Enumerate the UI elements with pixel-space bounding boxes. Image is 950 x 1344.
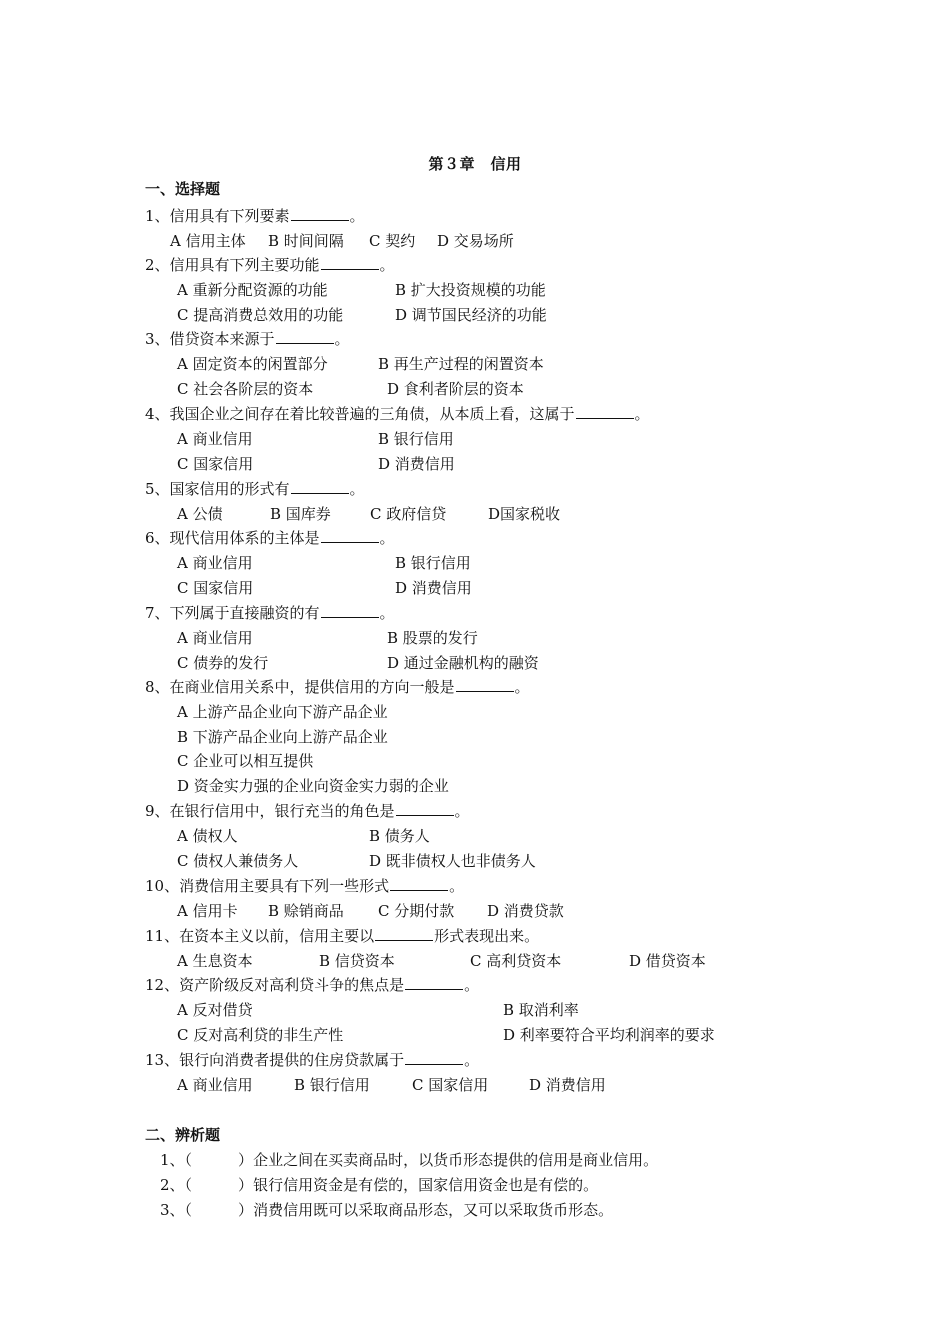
answer-option: A 商业信用 [177,628,253,647]
judgment-paren-close: ） [238,1151,254,1169]
answer-option: D 消费信用 [395,578,472,597]
answer-option: B 银行信用 [395,553,471,572]
answer-option: C 分期付款 [378,901,455,920]
answer-option: D 消费信用 [378,454,455,473]
answer-blank [291,219,349,221]
question-text: 1、信用具有下列要素 [145,207,290,225]
answer-option: C 债券的发行 [177,653,269,672]
question-text: 9、在银行信用中，银行充当的角色是 [145,802,395,820]
question-text-suffix: 。 [464,1051,480,1069]
question-stem [145,327,350,351]
answer-option: A 信用卡 [177,901,238,920]
question-text-suffix: 。 [454,802,470,820]
question-text-suffix: 形式表现出来。 [434,927,540,945]
question-text: 12、资产阶级反对高利贷斗争的焦点是 [145,976,405,994]
question-text-suffix: 。 [379,529,395,547]
answer-option: D 调节国民经济的功能 [395,305,547,324]
question-text-suffix: 。 [449,877,465,895]
question-text-suffix: 。 [334,330,350,348]
answer-option: C 国家信用 [177,578,254,597]
answer-option: C 提高消费总效用的功能 [177,305,344,324]
answer-option: D 利率要符合平均利润率的要求 [503,1025,715,1044]
answer-option: B 信贷资本 [319,951,395,970]
question-text-suffix: 。 [514,678,530,696]
answer-option: A 上游产品企业向下游产品企业 [177,702,388,721]
question-text: 2、信用具有下列主要功能 [145,256,320,274]
answer-option: C 国家信用 [177,454,254,473]
judgment-item [160,1173,598,1197]
answer-option: D 消费信用 [529,1075,606,1094]
answer-option: A 反对借贷 [177,1000,253,1019]
question-text: 3、借贷资本来源于 [145,330,275,348]
judgment-number: 3、（ [160,1200,193,1219]
answer-option: B 债务人 [369,826,430,845]
answer-option: B 股票的发行 [387,628,478,647]
answer-option: C 高利贷资本 [470,951,562,970]
answer-option: A 固定资本的闲置部分 [177,354,328,373]
question-stem [145,1048,479,1072]
question-text: 6、现代信用体系的主体是 [145,529,320,547]
question-stem [145,601,395,625]
answer-blank [321,541,379,543]
section-heading-judgment: 二、辨析题 [145,1126,221,1144]
question-stem [145,924,539,948]
judgment-text: 企业之间在买卖商品时，以货币形态提供的信用是商业信用。 [253,1151,659,1169]
answer-option: A 重新分配资源的功能 [177,280,328,299]
answer-option: D 资金实力强的企业向资金实力弱的企业 [177,777,449,796]
judgment-number: 2、（ [160,1175,193,1194]
answer-option: C 契约 [369,231,416,250]
answer-option: A 债权人 [177,826,238,845]
answer-option: C 企业可以相互提供 [177,752,314,771]
chapter-title: 第３章 信用 [428,155,522,173]
question-stem [145,675,530,699]
question-stem [145,526,395,550]
question-stem [145,477,365,501]
answer-option: A 商业信用 [177,429,253,448]
question-text: 10、消费信用主要具有下列一些形式 [145,877,390,895]
question-text-suffix: 。 [464,976,480,994]
question-stem [145,253,395,277]
judgment-item [160,1148,658,1172]
answer-option: D 食利者阶层的资本 [387,379,524,398]
question-text: 8、在商业信用关系中，提供信用的方向一般是 [145,678,455,696]
answer-blank [291,492,349,494]
answer-blank [405,1063,463,1065]
answer-option: A 商业信用 [177,1075,253,1094]
answer-option: B 扩大投资规模的功能 [395,280,546,299]
answer-option: B 银行信用 [378,429,454,448]
answer-option: D国家税收 [488,504,561,523]
judgment-text: 银行信用资金是有偿的，国家信用资金也是有偿的。 [253,1175,599,1194]
question-stem [145,973,479,997]
answer-option: D 借贷资本 [629,951,706,970]
answer-blank [390,889,448,891]
question-text: 11、在资本主义以前，信用主要以 [145,927,375,945]
answer-blank [276,342,334,344]
question-text-suffix: 。 [634,405,650,423]
answer-option: A 信用主体 [170,231,246,250]
answer-option: A 公债 [177,504,223,523]
question-text: 5、国家信用的形式有 [145,480,290,498]
answer-option: D 消费贷款 [487,901,564,920]
answer-option: B 时间间隔 [268,231,344,250]
answer-option: B 赊销商品 [268,901,344,920]
answer-option: C 反对高利贷的非生产性 [177,1025,344,1044]
answer-option: D 通过金融机构的融资 [387,653,539,672]
answer-option: D 交易场所 [437,231,514,250]
answer-option: B 下游产品企业向上游产品企业 [177,727,388,746]
answer-blank [396,814,454,816]
answer-option: B 再生产过程的闲置资本 [378,354,544,373]
answer-blank [375,939,433,941]
answer-option: B 银行信用 [294,1075,370,1094]
answer-option: D 既非债权人也非债务人 [369,851,536,870]
answer-blank [576,417,634,419]
question-text: 4、我国企业之间存在着比较普遍的三角债，从本质上看，这属于 [145,405,575,423]
answer-option: C 国家信用 [412,1075,489,1094]
answer-option: B 国库券 [270,504,331,523]
judgment-number: 1、（ [160,1151,193,1169]
question-stem [145,204,365,228]
judgment-paren-close: ） [238,1175,254,1194]
question-text: 13、银行向消费者提供的住房贷款属于 [145,1051,405,1069]
question-stem [145,874,464,898]
question-text-suffix: 。 [379,256,395,274]
question-text: 7、下列属于直接融资的有 [145,604,320,622]
question-text-suffix: 。 [349,207,365,225]
answer-option: C 政府信贷 [370,504,447,523]
question-text-suffix: 。 [379,604,395,622]
answer-blank [405,988,463,990]
answer-option: A 商业信用 [177,553,253,572]
answer-option: C 社会各阶层的资本 [177,379,314,398]
question-stem [145,402,650,426]
judgment-paren-close: ） [238,1200,254,1219]
answer-blank [321,268,379,270]
answer-blank [321,616,379,618]
answer-option: C 债权人兼债务人 [177,851,299,870]
answer-option: A 生息资本 [177,951,253,970]
answer-blank [456,690,514,692]
judgment-text: 消费信用既可以采取商品形态，又可以采取货币形态。 [253,1200,614,1219]
question-text-suffix: 。 [349,480,365,498]
section-heading-choice: 一、选择题 [145,180,221,198]
answer-option: B 取消利率 [503,1000,579,1019]
judgment-item [160,1198,613,1222]
question-stem [145,799,470,823]
